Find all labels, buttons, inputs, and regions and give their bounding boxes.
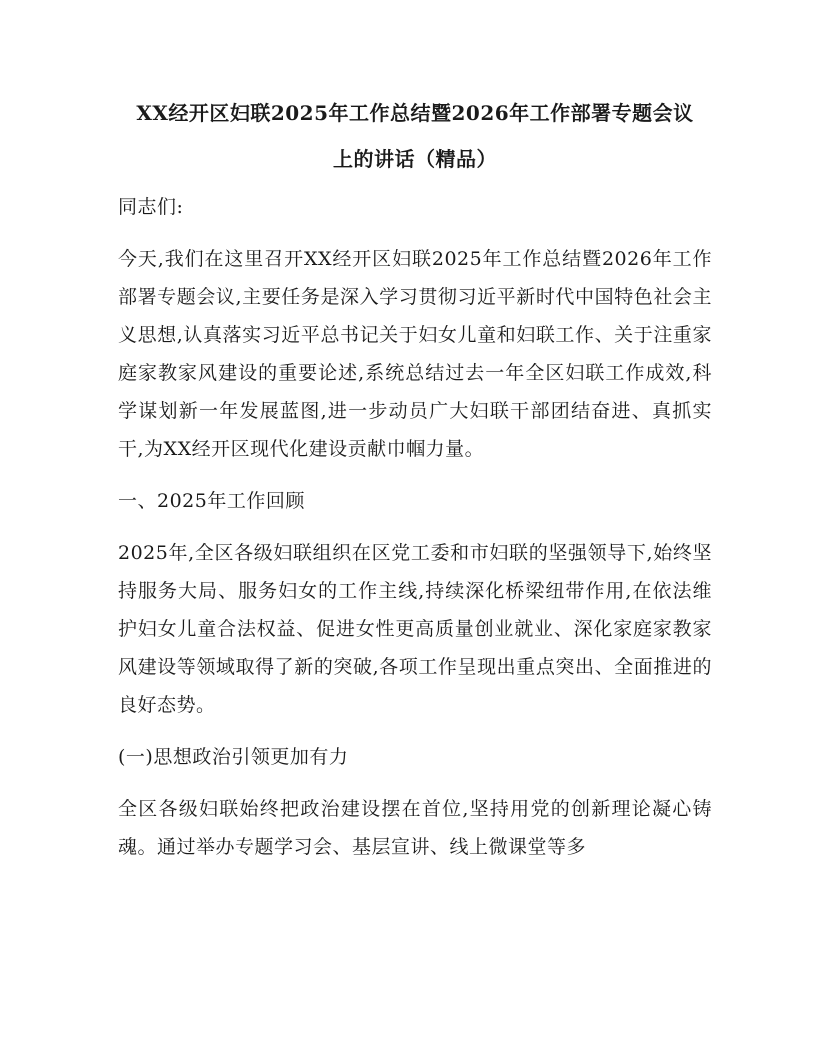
subsection-1-heading: (一)思想政治引领更加有力 [118,746,349,768]
document-title [118,90,712,182]
subsection-1-paragraph: 全区各级妇联始终把政治建设摆在首位,坚持用党的创新理论凝心铸魂。通过举办专题学习会、基层宣讲、线上微课堂等多 [118,798,712,858]
document-title-line-2: 上的讲话（精品） [333,147,497,171]
salutation: 同志们: [118,196,184,218]
section-1-paragraph: 2025年,全区各级妇联组织在区党工委和市妇联的坚强领导下,始终坚持服务大局、服务妇女的工作主线,持续深化桥梁纽带作用,在依法维护妇女儿童合法权益、促进女性更高质量创业就业、深化家庭家教家风建设等领域取得了新的突破,各项工作呈现出重点突出、全面推进的良好态势。 [118,542,712,716]
intro-paragraph: 今天,我们在这里召开XX经开区妇联2025年工作总结暨2026年工作部署专题会议,主要任务是深入学习贯彻习近平新时代中国特色社会主义思想,认真落实习近平总书记关于妇女儿童和妇联工作、关于注重家庭家教家风建设的重要论述,系统总结过去一年全区妇联工作成效,科学谋划新一年发展蓝图,进一步动员广大妇联干部团结奋进、真抓实干,为XX经开区现代化建设贡献巾帼力量。 [118,248,712,460]
document-title-line-1: XX经开区妇联2025年工作总结暨2026年工作部署专题会议 [136,101,694,125]
section-1-heading: 一、2025年工作回顾 [118,490,305,512]
